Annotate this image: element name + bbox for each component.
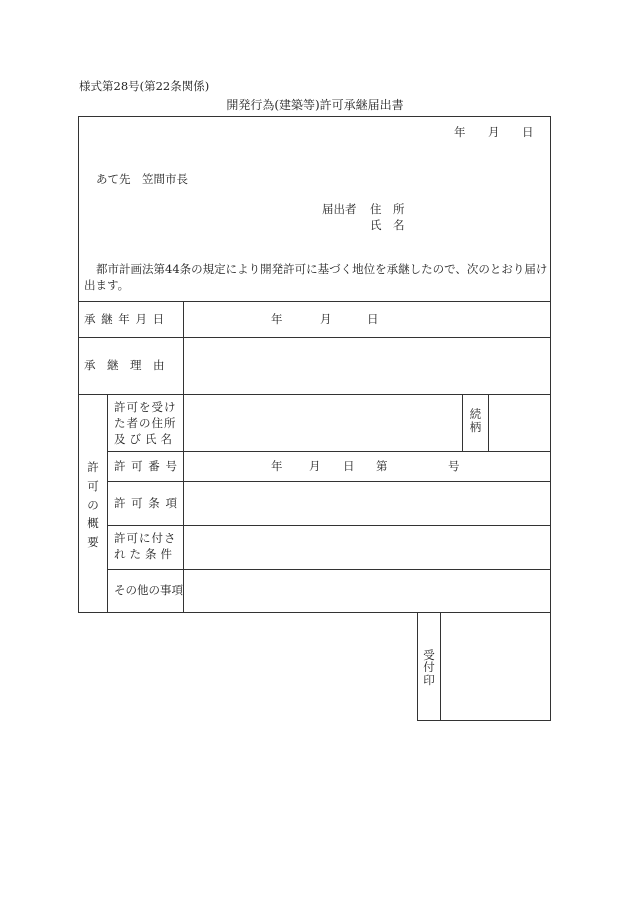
- stamp-char: 付: [423, 660, 435, 675]
- permit-summary-char: 許: [87, 460, 99, 475]
- permit-holder-label-line2: た者の住所: [114, 416, 177, 430]
- divider-row6: [107, 569, 551, 570]
- permit-conditions-label-line1: 許可に付さ: [114, 531, 177, 545]
- form-number: 様式第28号(第22条関係): [79, 79, 210, 93]
- address-label: 住 所: [370, 202, 405, 216]
- permit-summary-char: の: [87, 497, 99, 512]
- succession-year-label: 年: [271, 312, 283, 326]
- border-bottom: [78, 612, 551, 613]
- stamp-char: 印: [423, 672, 435, 687]
- permit-items-label: 許 可 条 項: [114, 496, 178, 510]
- stamp-inner-border: [440, 612, 441, 721]
- permit-holder-label-line1: 許可を受け: [114, 400, 177, 414]
- succession-reason-label: 承 継 理 由: [84, 358, 165, 372]
- border-top: [78, 116, 551, 117]
- divider-header: [78, 301, 551, 302]
- succession-date-label: 承 継 年 月 日: [84, 312, 166, 326]
- permit-number-year-label: 年: [271, 459, 283, 473]
- permit-summary-char: 可: [87, 479, 99, 494]
- permit-number-day-label: 日: [343, 459, 355, 473]
- divider-row4: [107, 481, 551, 482]
- divider-row5: [107, 525, 551, 526]
- border-right: [550, 116, 551, 613]
- addressee: あて先 笠間市長: [96, 172, 188, 186]
- permit-conditions-label-line2: れた条件: [114, 547, 176, 561]
- succession-month-label: 月: [320, 312, 332, 326]
- stamp-bottom-border: [417, 720, 551, 721]
- permit-holder-label-line3: 及び氏名: [114, 432, 176, 446]
- divider-row3: [107, 451, 551, 452]
- relationship-char: 柄: [469, 420, 482, 434]
- divider-row2: [78, 394, 551, 395]
- relationship-char: 続: [469, 407, 482, 422]
- permit-number-month-label: 月: [309, 459, 321, 473]
- permit-number-dai-label: 第: [376, 459, 388, 473]
- succession-day-label: 日: [367, 312, 379, 326]
- name-label: 氏 名: [370, 218, 405, 232]
- statement-line-1: 都市計画法第44条の規定により開発許可に基づく地位を承継したので、次のとおり届け: [96, 262, 548, 276]
- document-title: 開発行為(建築等)許可承継届出書: [226, 98, 404, 112]
- divider-row1: [78, 337, 551, 338]
- relationship-label: [463, 404, 488, 438]
- permit-summary-char: 要: [87, 534, 99, 549]
- stamp-char: 受: [423, 647, 435, 662]
- permit-number-go-label: 号: [448, 459, 460, 473]
- receipt-stamp-label: [418, 645, 440, 690]
- other-items-label: その他の事項: [114, 583, 183, 597]
- label-column-divider: [183, 301, 184, 613]
- permit-summary-char: 概: [87, 516, 99, 531]
- statement-line-2: 出ます。: [84, 278, 130, 292]
- date-day-label: 日: [522, 125, 534, 139]
- permit-summary-label: [78, 445, 108, 565]
- applicant-label: 届出者: [322, 202, 357, 216]
- stamp-right-border: [550, 612, 551, 721]
- date-month-label: 月: [488, 125, 500, 139]
- permit-number-label: 許 可 番 号: [114, 459, 178, 473]
- date-year-label: 年: [454, 125, 466, 139]
- relationship-right-divider: [488, 394, 489, 451]
